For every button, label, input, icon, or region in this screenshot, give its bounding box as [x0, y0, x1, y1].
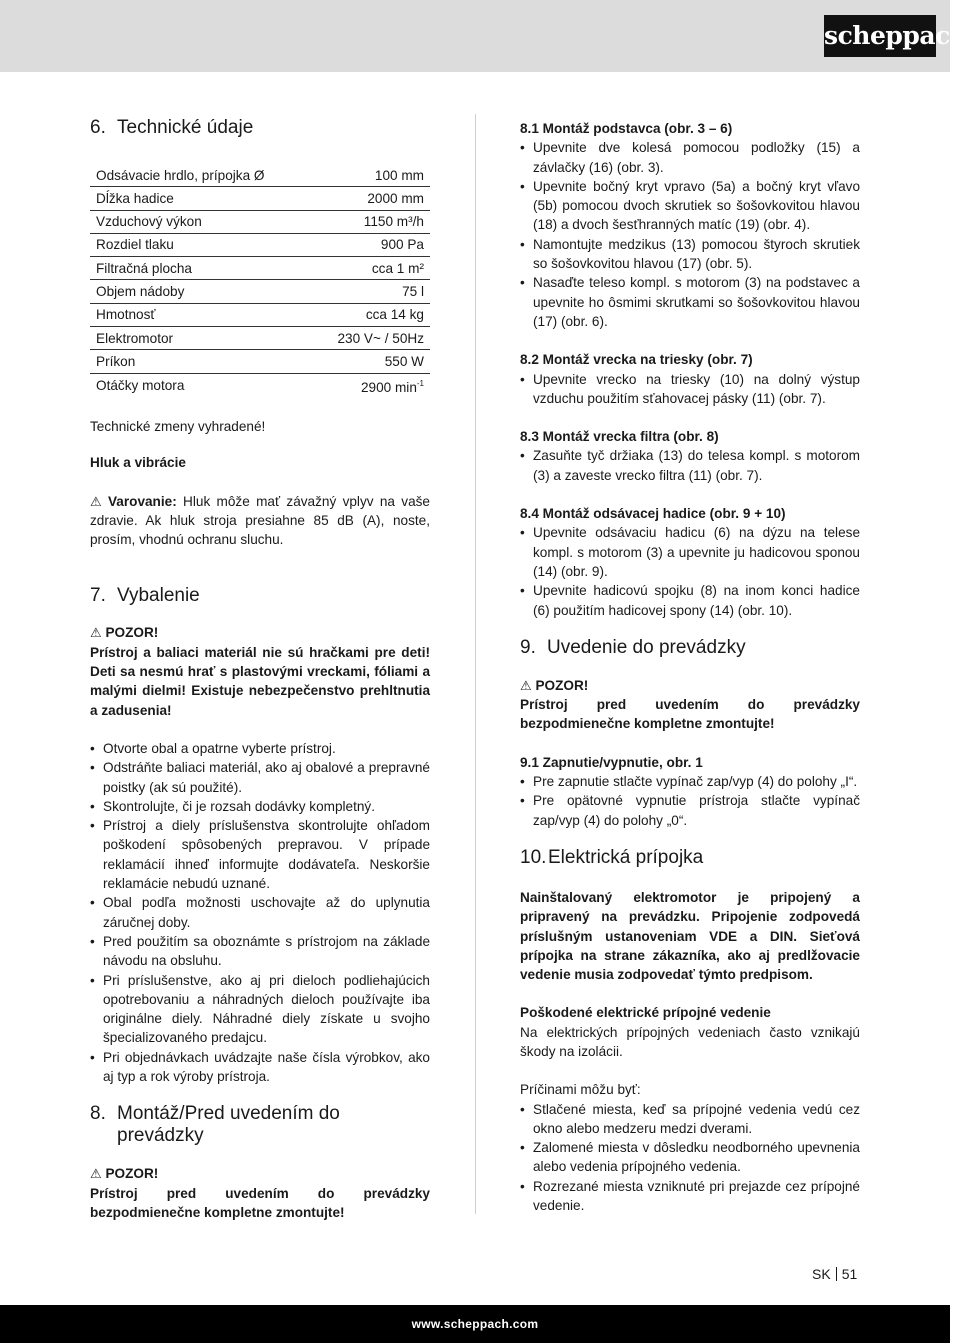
s81-heading: 8.1 Montáž podstavca (obr. 3 – 6)	[520, 121, 733, 136]
s8-pozor: ⚠ POZOR!	[90, 1164, 430, 1183]
footer-url: www.scheppach.com	[411, 1317, 539, 1331]
header-band	[0, 0, 950, 72]
s82-list	[520, 370, 860, 409]
s83-heading: 8.3 Montáž vrecka filtra (obr. 8)	[520, 429, 719, 445]
list-item: • Namontujte medzikus (13) pomocou štyroch skrutiek so šošovkovitou hlavou (17) (obr. 5).	[520, 235, 860, 274]
s91-list	[520, 772, 860, 830]
spec-row	[90, 187, 430, 210]
s84-heading: 8.4 Montáž odsávacej hadice (obr. 9 + 10)	[520, 506, 786, 522]
section-6-heading: 6. Technické údaje	[90, 117, 254, 138]
list-item: • Nasaďte teleso kompl. s motorom (3) na podstavec a upevnite ho ôsmimi skrutkami so šošovkovitou hlavou (17) (obr. 6).	[520, 273, 860, 331]
section-10-heading: 10. Elektrická prípojka	[520, 846, 704, 868]
section-9-heading: 9. Uvedenie do prevádzky	[520, 636, 746, 658]
spec-value: 100 mm	[310, 164, 430, 187]
s9-warning-text: Prístroj pred uvedením do prevádzky bezpodmienečne kompletne zmontujte!	[520, 697, 860, 732]
spec-value: 900 Pa	[310, 233, 430, 256]
spec-row	[90, 350, 430, 373]
spec-row	[90, 373, 430, 397]
spec-label: Príkon	[90, 350, 310, 373]
spec-table	[90, 164, 430, 397]
spec-label: Otáčky motora	[96, 377, 185, 393]
list-item: • Zalomené miesta v dôsledku neodborného upevnenia alebo vedenia prípojného vedenia.	[520, 1138, 860, 1177]
spec-label: Rozdiel tlaku	[90, 233, 310, 256]
causes-intro: Príčinami môžu byť:	[520, 1082, 641, 1098]
list-item: • Obal podľa možnosti uschovajte až do uplynutia záručnej doby.	[90, 893, 430, 932]
spec-value: 2000 mm	[310, 187, 430, 210]
list-item: • Upevnite odsávaciu hadicu (6) na dýzu na telese kompl. s motorom (3) a upevnite ju hadicovou sponou (14) (obr. 9).	[520, 523, 860, 581]
list-item: • Pre opätovné vypnutie prístroja stlačte vypínač zap/vyp (4) do polohy „0“.	[520, 791, 860, 830]
column-divider	[475, 114, 476, 1214]
spec-label: Elektromotor	[90, 327, 310, 350]
s84-list	[520, 523, 860, 619]
right-column	[520, 112, 860, 1215]
list-item: • Skontrolujte, či je rozsah dodávky kompletný.	[90, 797, 430, 816]
warning-triangle-icon: ⚠	[90, 1166, 102, 1182]
list-item: • Pre zapnutie stlačte vypínač zap/vyp (4) do polohy „I“.	[520, 772, 860, 791]
list-item: • Stlačené miesta, keď sa prípojné vedenia vedú cez okno alebo medzeru medzi dverami.	[520, 1100, 860, 1139]
noise-heading: Hluk a vibrácie	[90, 455, 186, 471]
page-number-separator	[836, 1267, 837, 1281]
brand-logo: scheppach	[824, 15, 936, 57]
spec-value: cca 14 kg	[310, 303, 430, 326]
spec-label: Dĺžka hadice	[90, 187, 310, 210]
list-item: • Pri objednávkach uvádzajte naše čísla výrobkov, ako aj typ a rok výroby prístroja.	[90, 1048, 430, 1087]
spec-row	[90, 327, 430, 350]
spec-row	[90, 257, 430, 280]
spec-label: Objem nádoby	[90, 280, 310, 303]
s81-list	[520, 138, 860, 331]
section-7-heading: 7. Vybalenie	[90, 585, 200, 607]
causes-list	[520, 1100, 860, 1216]
list-item: • Pred použitím sa oboznámte s prístrojom na základe návodu na obsluhu.	[90, 932, 430, 971]
spec-value: 1150 m³/h	[310, 210, 430, 233]
list-item: • Rozrezané miesta vzniknuté pri prejazde cez prípojné vedenie.	[520, 1177, 860, 1216]
list-item: • Upevnite bočný kryt vpravo (5a) a bočný kryt vľavo (5b) pomocou dvoch skrutiek so šošovkovitou hlavou (18) a dvoch šesťhranných matíc (19) (obr. 4).	[520, 177, 860, 235]
spec-value: 75 l	[310, 280, 430, 303]
list-item: • Zasuňte tyč držiaka (13) do telesa kompl. s motorom (3) a zaveste vrecko filtra (11) (obr. 7).	[520, 446, 860, 485]
s91-heading: 9.1 Zapnutie/vypnutie, obr. 1	[520, 754, 703, 770]
spec-label: Filtračná plocha	[90, 257, 310, 280]
spec-value: 550 W	[310, 350, 430, 373]
list-item: • Pri príslušenstve, ako aj pri dieloch podliehajúcich opotrebovaniu a náhradných dieloch používajte iba originálne diely. Náhradné diely získate u svojho špecializovaného predajcu.	[90, 971, 430, 1048]
footer-band	[0, 1305, 950, 1343]
spec-label: Vzduchový výkon	[90, 210, 310, 233]
list-item: • Odstráňte baliaci materiál, ako aj obalové a prepravné poistky (ak sú použité).	[90, 758, 430, 797]
section-8-heading: 8. Montáž/Pred uvedením do prevádzky	[90, 1103, 340, 1147]
s7-pozor: ⚠ POZOR!	[90, 623, 430, 642]
spec-row	[90, 280, 430, 303]
spec-row	[90, 210, 430, 233]
s8-warning-text: Prístroj pred uvedením do prevádzky bezpodmienečne kompletne zmontujte!	[90, 1185, 430, 1220]
list-item: • Upevnite hadicovú spojku (8) na inom konci hadice (6) použitím hadicovej spony (14) (obr. 10).	[520, 581, 860, 620]
warning-triangle-icon: ⚠	[520, 677, 532, 693]
s82-heading: 8.2 Montáž vrecka na triesky (obr. 7)	[520, 352, 753, 368]
spec-row	[90, 164, 430, 187]
spec-row	[90, 233, 430, 256]
s9-pozor: ⚠ POZOR!	[520, 676, 860, 695]
damaged-cable-heading: Poškodené elektrické prípojné vedenie	[520, 1005, 771, 1021]
spec-row	[90, 303, 430, 326]
spec-label: Hmotnosť	[90, 303, 310, 326]
spec-value: 230 V~ / 50Hz	[310, 327, 430, 350]
warning-triangle-icon: ⚠	[90, 625, 102, 641]
noise-warning: ⚠ Varovanie: Hluk môže mať závažný vplyv na vaše zdravie. Ak hluk stroja presiahne 85 dB (A), noste, prosím, vhodnú ochranu sluchu.	[90, 493, 430, 548]
tech-changes-note: Technické zmeny vyhradené!	[90, 418, 266, 434]
unpacking-list	[90, 739, 430, 1086]
page-number: SK 51	[812, 1266, 858, 1282]
list-item: • Upevnite vrecko na triesky (10) na dolný výstup vzduchu použitím sťahovacej pásky (11) (obr. 7).	[520, 370, 860, 409]
spec-value: 2900 $\min^{-1}$	[360, 378, 424, 395]
warning-triangle-icon: ⚠	[90, 493, 102, 509]
list-item: • Upevnite dve kolesá pomocou podložky (15) a závlačky (16) (obr. 3).	[520, 138, 860, 177]
spec-label: Odsávacie hrdlo, prípojka Ø	[90, 164, 310, 187]
damaged-cable-text: Na elektrických prípojných vedeniach často vznikajú škody na izolácii.	[520, 1024, 860, 1059]
list-item: • Otvorte obal a opatrne vyberte prístroj.	[90, 739, 430, 758]
s10-bold-text: Nainštalovaný elektromotor je pripojený a pripravený na prevádzku. Pripojenie zodpovedá príslušným ustanoveniam VDE a DIN. Sieťová prípojka na strane zákazníka, ako aj predlžovacie vedenie musia zodpovedať týmto predpisom.	[520, 889, 860, 983]
s7-warning-text: Prístroj a baliaci materiál nie sú hračkami pre deti! Deti sa nesmú hrať s plastovými vreckami, fóliami a malými dielmi! Existuje nebezpečenstvo prehltnutia a zadusenia!	[90, 644, 430, 718]
list-item: • Prístroj a diely príslušenstva skontrolujte ohľadom poškodení spôsobených prepravou. V prípade reklamácií ihneď informujte dodávateľa. Neskoršie reklamácie nebudú uznané.	[90, 816, 430, 893]
s83-list	[520, 446, 860, 485]
spec-value: cca 1 m²	[310, 257, 430, 280]
left-column	[90, 112, 430, 1222]
